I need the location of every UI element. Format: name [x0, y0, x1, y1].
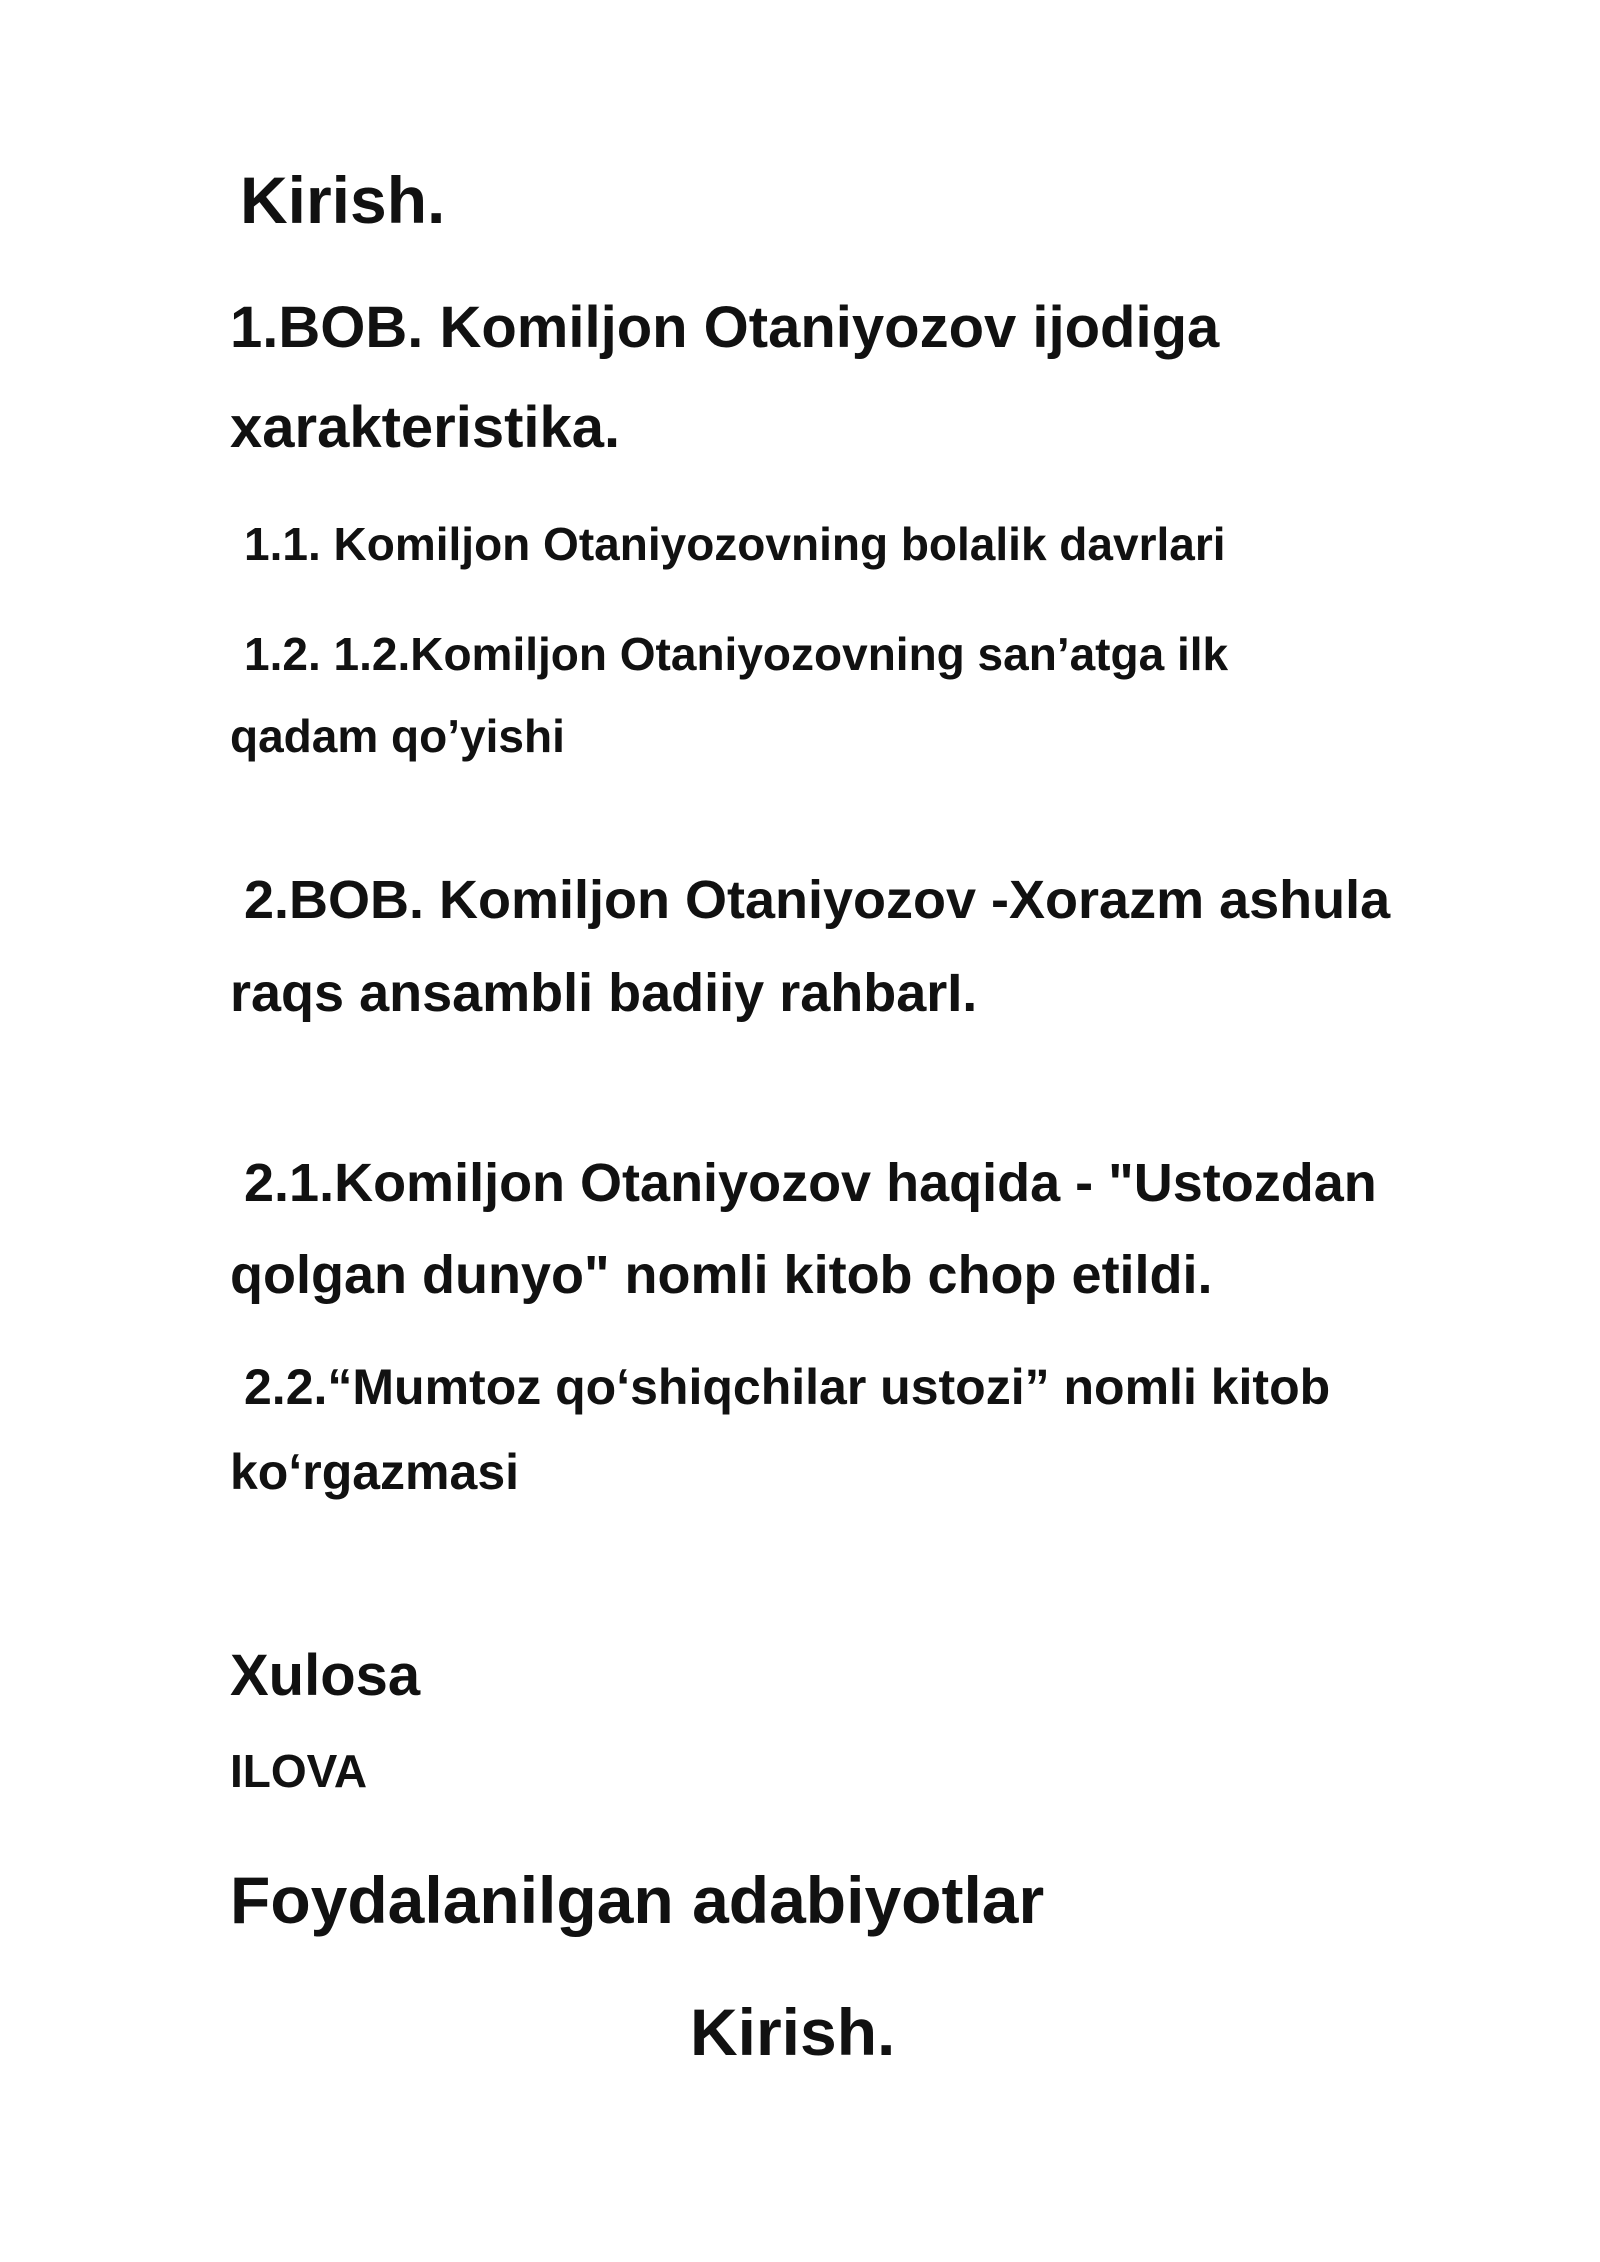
toc-chapter-2-line-2: raqs ansambli badiiy rahbarI. — [230, 963, 978, 1023]
toc-section-1-1: 1.1. Komiljon Otaniyozovning bolalik davrlari — [244, 518, 1226, 570]
toc-appendix: ILOVA — [230, 1745, 368, 1797]
toc-chapter-1-line-1: 1.BOB. Komiljon Otaniyozov ijodiga — [230, 295, 1220, 360]
toc-chapter-2-line-1: 2.BOB. Komiljon Otaniyozov -Xorazm ashula — [244, 870, 1391, 930]
toc-section-2-1-line-2: qolgan dunyo" nomli kitob chop etildi. — [230, 1245, 1213, 1305]
toc-intro: Kirish. — [240, 163, 446, 237]
toc-section-2-2-line-1: 2.2.“Mumtoz qo‘shiqchilar ustozi” nomli kitob — [244, 1359, 1331, 1415]
toc-section-2-1-line-1: 2.1.Komiljon Otaniyozov haqida - "Ustozdan — [244, 1153, 1377, 1213]
toc-section-1-2-line-1: 1.2. 1.2.Komiljon Otaniyozovning san’atga ilk — [244, 628, 1229, 680]
toc-conclusion: Xulosa — [230, 1643, 421, 1708]
toc-chapter-1-line-2: xarakteristika. — [230, 395, 621, 460]
body-heading-intro: Kirish. — [690, 1995, 896, 2069]
toc-references: Foydalanilgan adabiyotlar — [230, 1863, 1045, 1937]
toc-section-2-2-line-2: ko‘rgazmasi — [230, 1444, 520, 1500]
toc-section-1-2-line-2: qadam qo’yishi — [230, 710, 565, 762]
